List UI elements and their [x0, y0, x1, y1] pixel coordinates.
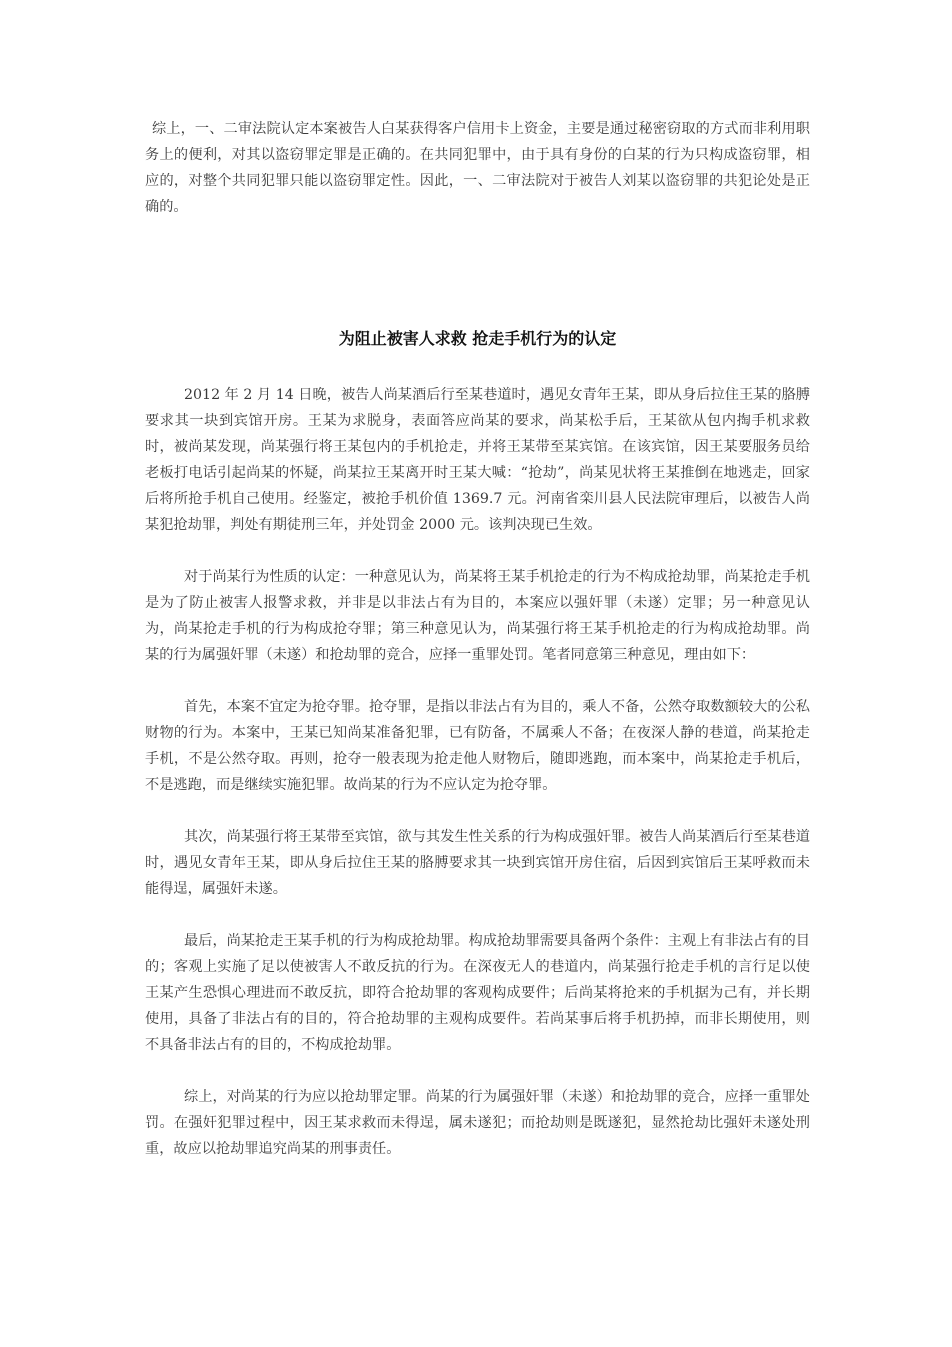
paragraph-case-facts: 2012 年 2 月 14 日晚，被告人尚某酒后行至某巷道时，遇见女青年王某，即从身后拉住王某的胳膊要求其一块到宾馆开房。王某为求脱身，表面答应尚某的要求，尚某松手后，王某欲从包内掏手机求救时，被尚某发现，尚某强行将王某包内的手机抢走，并将王某带至某宾馆。在该宾馆，因王某要服务员给老板打电话引起尚某的怀疑，尚某拉王某离开时王某大喊：“抢劫”，尚某见状将王某推倒在地逃走，回家后将所抢手机自己使用。经鉴定，被抢手机价值 1369.7 元。河南省栾川县人民法院审理后，以被告人尚某犯抢劫罪，判处有期徒刑三年，并处罚金 2000 元。该判决现已生效。: [145, 387, 810, 533]
spacer: [145, 1058, 810, 1084]
document-page: [145, 116, 810, 1162]
paragraph-third-reason: 最后，尚某抢走王某手机的行为构成抢劫罪。构成抢劫罪需要具备两个条件：主观上有非法占有的目的；客观上实施了足以使被害人不敢反抗的行为。在深夜无人的巷道内，尚某强行抢走手机的言行足以使王某产生恐惧心理进而不敢反抗，即符合抢劫罪的客观构成要件；后尚某将抢来的手机据为己有，并长期使用，具备了非法占有的目的，符合抢劫罪的主观构成要件。若尚某事后将手机扔掉，而非长期使用，则不具备非法占有的目的，不构成抢劫罪。: [145, 933, 810, 1053]
paragraph-second-reason: 其次，尚某强行将王某带至宾馆，欲与其发生性关系的行为构成强奸罪。被告人尚某酒后行至某巷道时，遇见女青年王某，即从身后拉住王某的胳膊要求其一块到宾馆开房住宿，后因到宾馆后王某呼救而未能得逞，属强奸未遂。: [145, 829, 810, 897]
spacer: [145, 352, 810, 382]
paragraph-conclusion: 综上，对尚某的行为应以抢劫罪定罪。尚某的行为属强奸罪（未遂）和抢劫罪的竞合，应择一重罪处罚。在强奸犯罪过程中，因王某求救而未得逞，属未遂犯；而抢劫则是既遂犯，显然抢劫比强奸未遂处刑重，故应以抢劫罪追究尚某的刑事责任。: [145, 1089, 810, 1157]
spacer: [145, 902, 810, 928]
paragraph-opinions: 对于尚某行为性质的认定：一种意见认为，尚某将王某手机抢走的行为不构成抢劫罪，尚某抢走手机是为了防止被害人报警求救，并非是以非法占有为目的，本案应以强奸罪（未遂）定罪；另一种意见认为，尚某抢走手机的行为构成抢夺罪；第三种意见认为，尚某强行将王某手机抢走的行为构成抢劫罪。尚某的行为属强奸罪（未遂）和抢劫罪的竞合，应择一重罪处罚。笔者同意第三种意见，理由如下：: [145, 569, 810, 663]
intro-paragraph: 综上，一、二审法院认定本案被告人白某获得客户信用卡上资金，主要是通过秘密窃取的方式而非利用职务上的便利，对其以盗窃罪定罪是正确的。在共同犯罪中，由于具有身份的白某的行为只构成盗窃罪，相应的，对整个共同犯罪只能以盗窃罪定性。因此，一、二审法院对于被告人刘某以盗窃罪的共犯论处是正确的。: [145, 121, 810, 215]
spacer: [145, 220, 810, 326]
spacer: [145, 798, 810, 824]
spacer: [145, 668, 810, 694]
article-title: 为阻止被害人求救 抢走手机行为的认定: [338, 329, 617, 348]
paragraph-first-reason: 首先，本案不宜定为抢夺罪。抢夺罪，是指以非法占有为目的，乘人不备，公然夺取数额较大的公私财物的行为。本案中，王某已知尚某准备犯罪，已有防备，不属乘人不备；在夜深人静的巷道，尚某抢走手机，不是公然夺取。再则，抢夺一般表现为抢走他人财物后，随即逃跑，而本案中，尚某抢走手机后，不是逃跑，而是继续实施犯罪。故尚某的行为不应认定为抢夺罪。: [145, 699, 810, 793]
spacer: [145, 538, 810, 564]
